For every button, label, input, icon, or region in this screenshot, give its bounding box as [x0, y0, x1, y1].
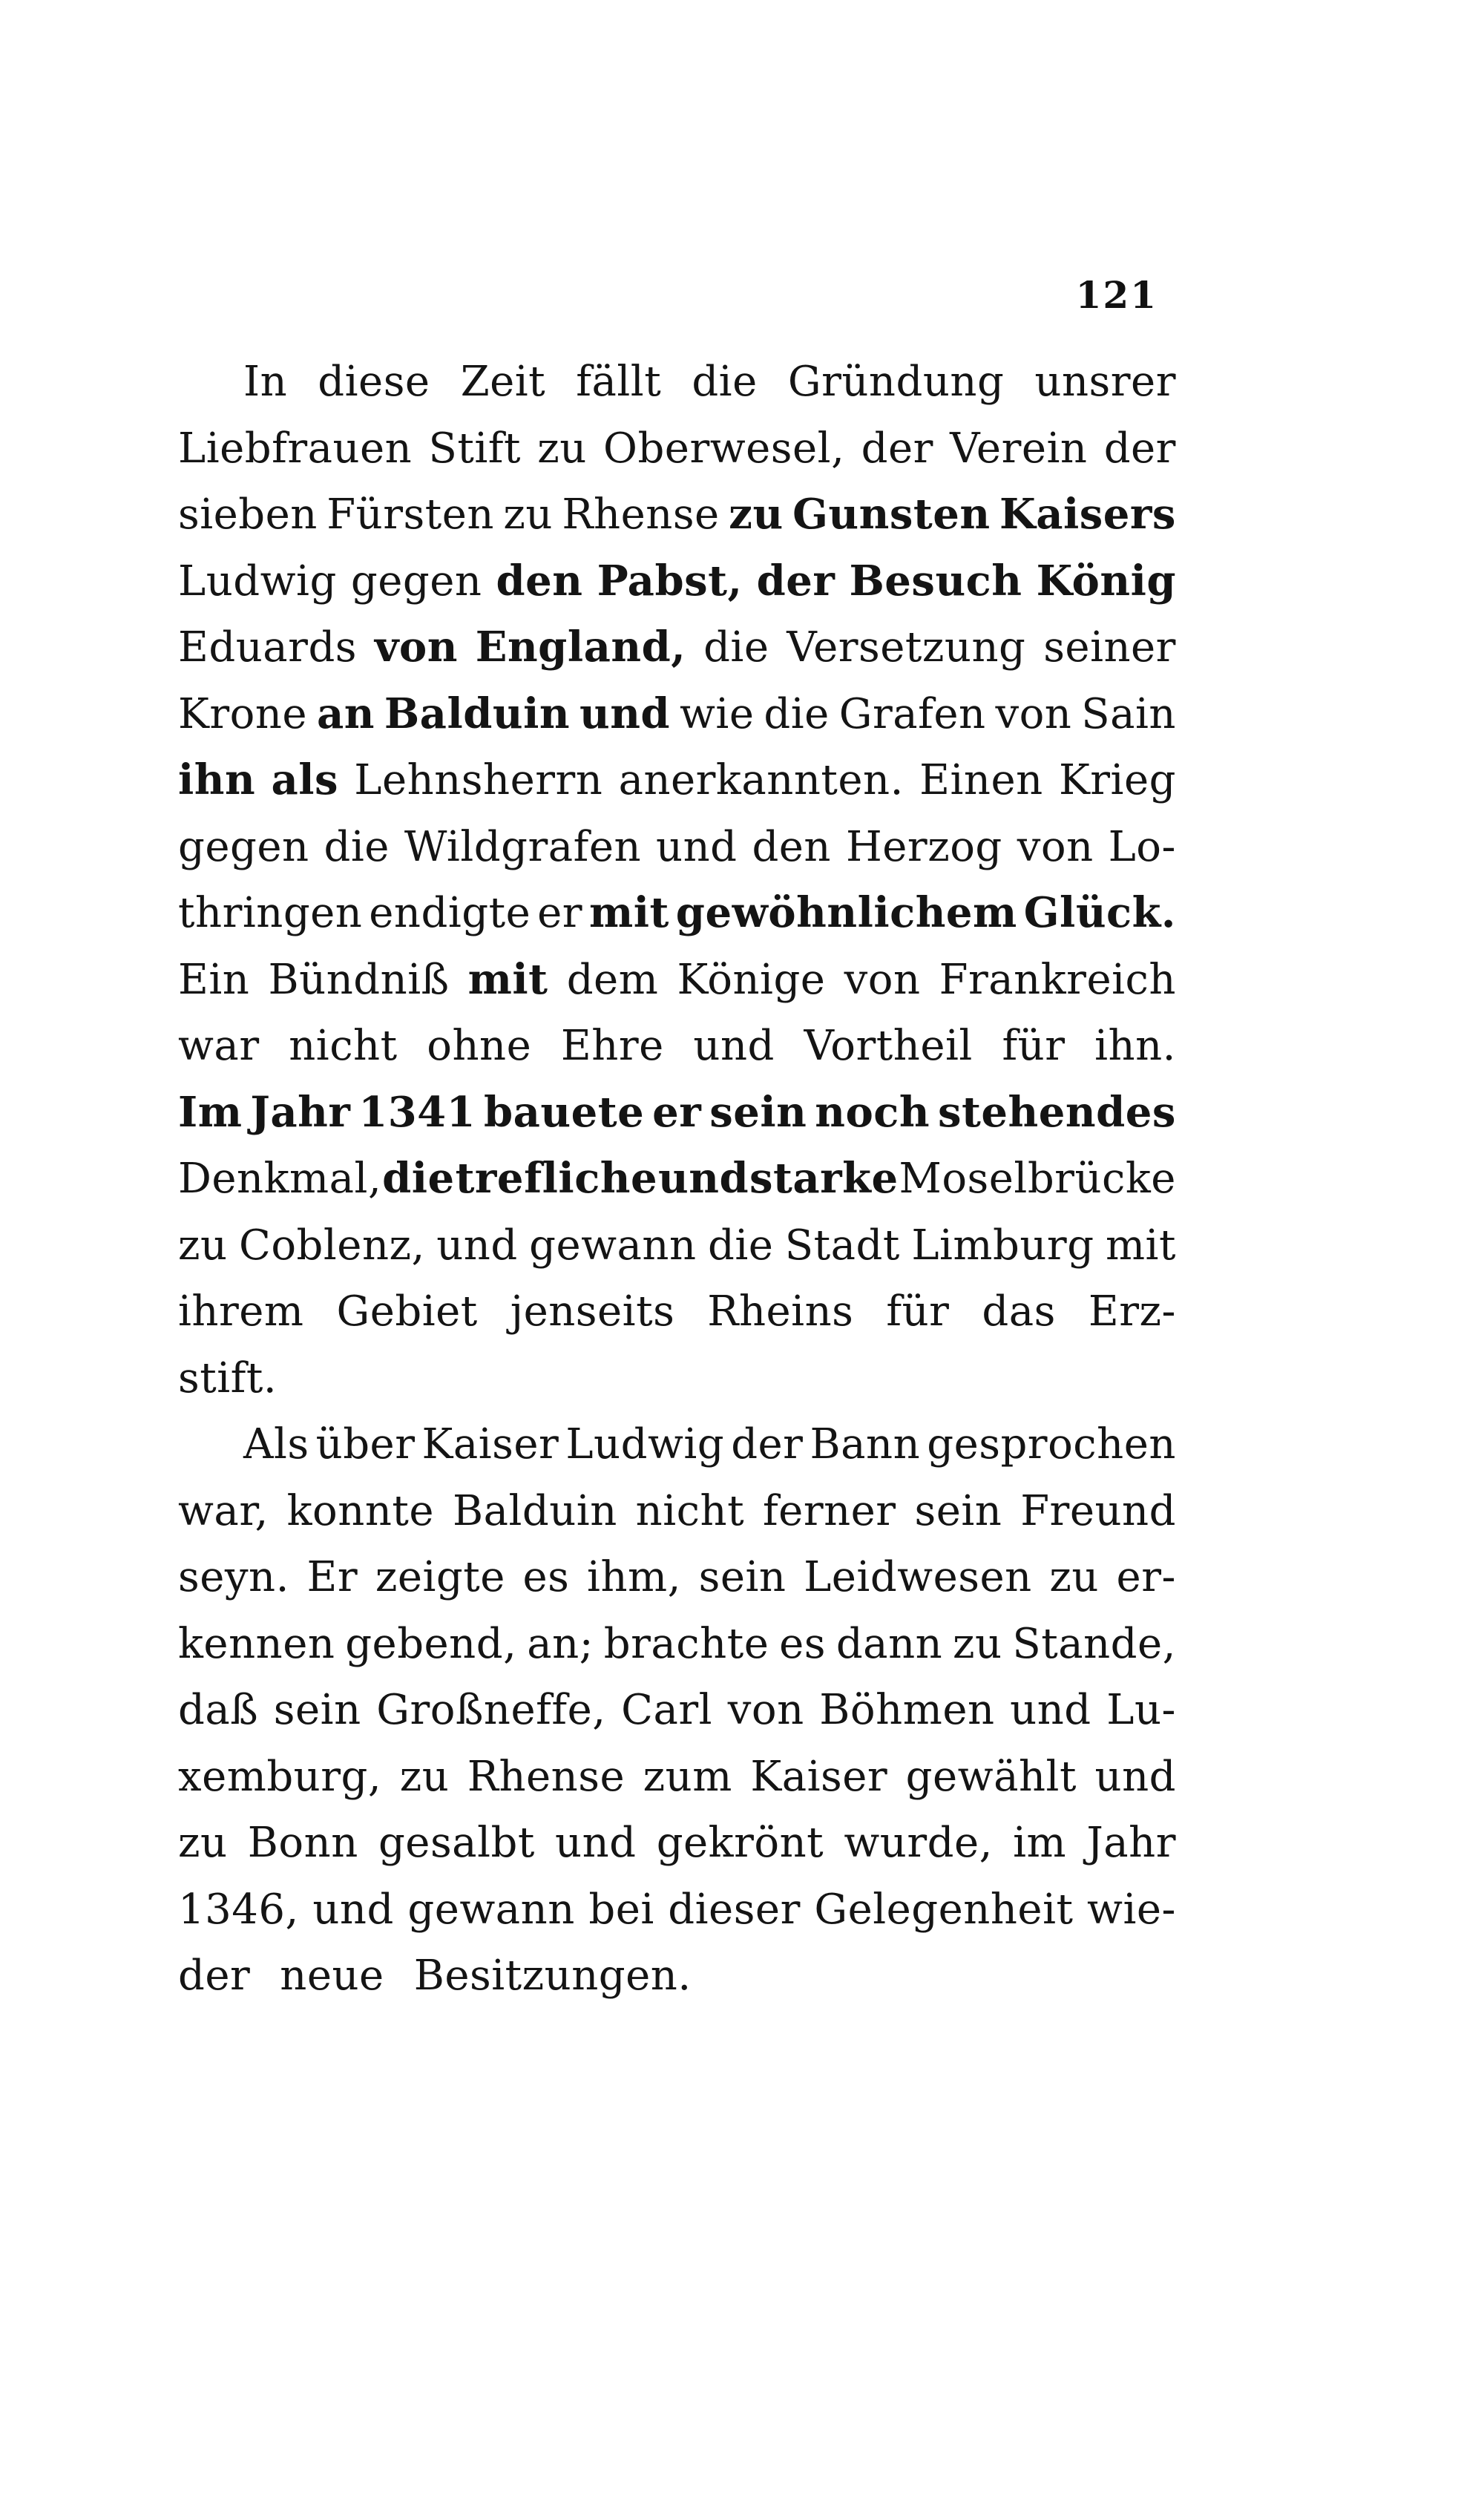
word: Sain [1081, 689, 1176, 738]
text-line [178, 1478, 1176, 1545]
word: die [707, 1221, 774, 1270]
word: der [756, 556, 835, 606]
word: stift. [178, 1353, 278, 1402]
text-line [178, 548, 1176, 615]
word: Besitzungen. [413, 1952, 692, 2000]
word: Ludwig [178, 557, 337, 606]
word: Rhense [467, 1752, 626, 1801]
word: dieser [668, 1885, 801, 1934]
word: gewählt [905, 1752, 1077, 1801]
word: Moselbrücke [899, 1155, 1176, 1203]
word: Böhmen [819, 1686, 995, 1734]
word: es [779, 1619, 827, 1668]
word: und [580, 689, 671, 738]
word: Bündniß [268, 955, 450, 1004]
word: Carl [621, 1686, 713, 1734]
word: als [271, 755, 339, 804]
word: anerkannten. [618, 756, 904, 804]
text-line [178, 681, 1176, 748]
word: Stande, [1012, 1619, 1176, 1668]
word: den [752, 822, 831, 871]
text-line [178, 1411, 1176, 1478]
word: Jahr [250, 1087, 351, 1137]
text-line [178, 1013, 1176, 1080]
word: Freund [1020, 1486, 1176, 1535]
word: sein [709, 1087, 807, 1137]
word: Großneffe, [376, 1686, 606, 1734]
word: von [727, 1686, 804, 1734]
text-line [178, 1080, 1176, 1146]
text-line [178, 1877, 1176, 1943]
word: und [436, 1221, 518, 1270]
word: dem [566, 955, 659, 1004]
word: daß [178, 1686, 259, 1734]
text-line [178, 1544, 1176, 1611]
word: Jahr [1086, 1819, 1176, 1867]
word: Als [243, 1420, 309, 1468]
word: dann [835, 1619, 943, 1668]
word: Gunsten [792, 490, 991, 539]
word: ihm, [587, 1553, 681, 1601]
word: Glück. [1023, 888, 1176, 937]
word: gegen [350, 557, 482, 606]
word: Gebiet [336, 1287, 478, 1336]
word: zeigte [375, 1553, 505, 1601]
word: die [703, 623, 769, 672]
word: Oberwesel, [603, 424, 845, 473]
word: bei [588, 1885, 654, 1934]
word: und [312, 1885, 394, 1934]
word: Rheins [707, 1287, 854, 1336]
word: Frankreich [939, 955, 1176, 1004]
word: Wildgrafen [404, 822, 642, 871]
word: neue [280, 1952, 384, 2000]
word: Ein [178, 955, 250, 1004]
word: es [522, 1553, 570, 1601]
word: Coblenz, [238, 1221, 425, 1270]
word: thringen [178, 889, 363, 937]
word: von [1017, 822, 1094, 871]
word: zu [178, 1819, 228, 1867]
word: Bonn [247, 1819, 358, 1867]
word: sein [698, 1553, 787, 1601]
word: nicht [635, 1486, 745, 1535]
word: zu [537, 424, 587, 473]
text-line [178, 747, 1176, 814]
word: und [555, 1819, 637, 1867]
word: sein [914, 1486, 1002, 1535]
word: das [982, 1287, 1056, 1336]
word: zum [643, 1752, 732, 1801]
word: seiner [1043, 623, 1176, 672]
word: ihn [178, 755, 256, 804]
word: Bann [810, 1420, 921, 1468]
word: mit [1105, 1221, 1176, 1270]
word: Lo- [1108, 822, 1176, 871]
word: zu [952, 1619, 1002, 1668]
word: Könige [677, 955, 826, 1004]
word: gebend, [345, 1619, 517, 1668]
word: wie- [1087, 1885, 1176, 1934]
word: bauete [483, 1087, 645, 1137]
word: Denkmal, [178, 1155, 382, 1203]
word: Pabst, [597, 556, 743, 606]
body-text [178, 349, 1176, 2009]
word: Kaisers [999, 490, 1176, 539]
word: der [731, 1420, 804, 1468]
word: der [861, 424, 933, 473]
text-line [178, 814, 1176, 881]
word: Rhense [562, 490, 720, 539]
word: mit [467, 954, 548, 1004]
text-line [178, 416, 1176, 482]
paragraph [178, 1411, 1176, 2009]
word: starke [749, 1154, 899, 1203]
word: ihn. [1094, 1022, 1176, 1070]
word: die [324, 822, 390, 871]
word: In [243, 358, 288, 406]
word: nicht [289, 1022, 398, 1070]
word: der [1103, 424, 1176, 473]
word: er- [1116, 1553, 1176, 1601]
word: Eduards [178, 623, 358, 672]
word: Besuch [849, 556, 1022, 606]
word: 1341 [358, 1087, 476, 1137]
word: wurde, [844, 1819, 993, 1867]
word: Leidwesen [804, 1553, 1032, 1601]
word: Grafen [838, 689, 986, 738]
word: an [316, 689, 375, 738]
word: ihrem [178, 1287, 304, 1336]
word: Kaiser [750, 1752, 888, 1801]
word: trefliche [455, 1154, 658, 1203]
word: war [178, 1022, 260, 1070]
word: Balduin [384, 689, 571, 738]
word: im [1013, 1819, 1067, 1867]
word: ohne [427, 1022, 532, 1070]
text-line [178, 1810, 1176, 1877]
word: den [496, 556, 583, 606]
text-line [178, 1212, 1176, 1279]
word: Limburg [911, 1221, 1094, 1270]
word: Fürsten [326, 490, 494, 539]
text-line [178, 1146, 1176, 1212]
word: unsrer [1034, 358, 1176, 406]
word: noch [815, 1087, 930, 1137]
word: Einen [919, 756, 1043, 804]
word: die [382, 1154, 455, 1203]
word: Versetzung [787, 623, 1026, 672]
word: zu [503, 490, 553, 539]
word: brachte [603, 1619, 769, 1668]
word: zu [399, 1752, 450, 1801]
word: Krone [178, 689, 308, 738]
word: endigte [369, 889, 531, 937]
word: Krieg [1058, 756, 1176, 804]
word: und [656, 822, 738, 871]
word: seyn. [178, 1553, 289, 1601]
word: an; [527, 1619, 594, 1668]
word: Balduin [452, 1486, 617, 1535]
word: kennen [178, 1619, 335, 1668]
word: für [886, 1287, 950, 1336]
word: Verein [950, 424, 1088, 473]
word: 1346, [178, 1885, 299, 1934]
word: Ehre [560, 1022, 664, 1070]
word: Er [306, 1553, 358, 1601]
word: Gründung [787, 358, 1005, 406]
word: Zeit [460, 358, 546, 406]
word: Kaiser [421, 1420, 559, 1468]
word: Stadt [784, 1221, 900, 1270]
word: gegen [178, 822, 309, 871]
text-line [178, 947, 1176, 1014]
word: von [995, 689, 1072, 738]
word: Herzog [845, 822, 1002, 871]
word: jenseits [510, 1287, 675, 1336]
word: gewöhnlichem [675, 888, 1017, 937]
word: gesprochen [927, 1420, 1176, 1468]
word: zu [1049, 1553, 1099, 1601]
word: sieben [178, 490, 318, 539]
page-number: 121 [1075, 273, 1158, 317]
word: Stift [428, 424, 521, 473]
word: xemburg, [178, 1752, 382, 1801]
word: über [315, 1420, 416, 1468]
word: Lu- [1106, 1686, 1176, 1734]
text-line [178, 1744, 1176, 1811]
word: er [652, 1087, 702, 1137]
word: Vortheil [804, 1022, 973, 1070]
word: der [178, 1952, 251, 2000]
word: gewann [407, 1885, 575, 1934]
word: und [693, 1022, 775, 1070]
word: Ludwig [565, 1420, 725, 1468]
word: und [658, 1154, 749, 1203]
word: König [1036, 556, 1176, 606]
word: die [764, 689, 830, 738]
word: Liebfrauen [178, 424, 413, 473]
text-line [178, 482, 1176, 548]
text-line [178, 1279, 1176, 1345]
word: und [1010, 1686, 1091, 1734]
word: Lehnsherrn [354, 756, 603, 804]
word: konnte [286, 1486, 435, 1535]
paragraph [178, 349, 1176, 1411]
text-line [178, 614, 1176, 681]
word: zu [178, 1221, 228, 1270]
word: von [844, 955, 921, 1004]
word: ferner [762, 1486, 896, 1535]
text-line [178, 1943, 1176, 2009]
word: Gelegenheit [814, 1885, 1074, 1934]
text-line [178, 880, 1176, 947]
word: mit [588, 888, 669, 937]
word: wie [680, 689, 755, 738]
word: war, [178, 1486, 269, 1535]
word: fällt [576, 358, 662, 406]
word: diese [318, 358, 430, 406]
word: für [1002, 1022, 1066, 1070]
word: gekrönt [656, 1819, 824, 1867]
word: England, [475, 623, 686, 672]
word: zu [729, 490, 784, 539]
word: gesalbt [378, 1819, 535, 1867]
word: von [374, 623, 458, 672]
word: er [537, 889, 583, 937]
text-line [178, 1345, 1176, 1412]
word: sein [273, 1686, 361, 1734]
text-line [178, 349, 1176, 416]
text-line [178, 1611, 1176, 1678]
word: die [692, 358, 758, 406]
word: gewann [529, 1221, 697, 1270]
word: stehendes [938, 1087, 1176, 1137]
word: Im [178, 1087, 243, 1137]
word: Erz- [1088, 1287, 1176, 1336]
text-line [178, 1677, 1176, 1744]
word: und [1094, 1752, 1176, 1801]
